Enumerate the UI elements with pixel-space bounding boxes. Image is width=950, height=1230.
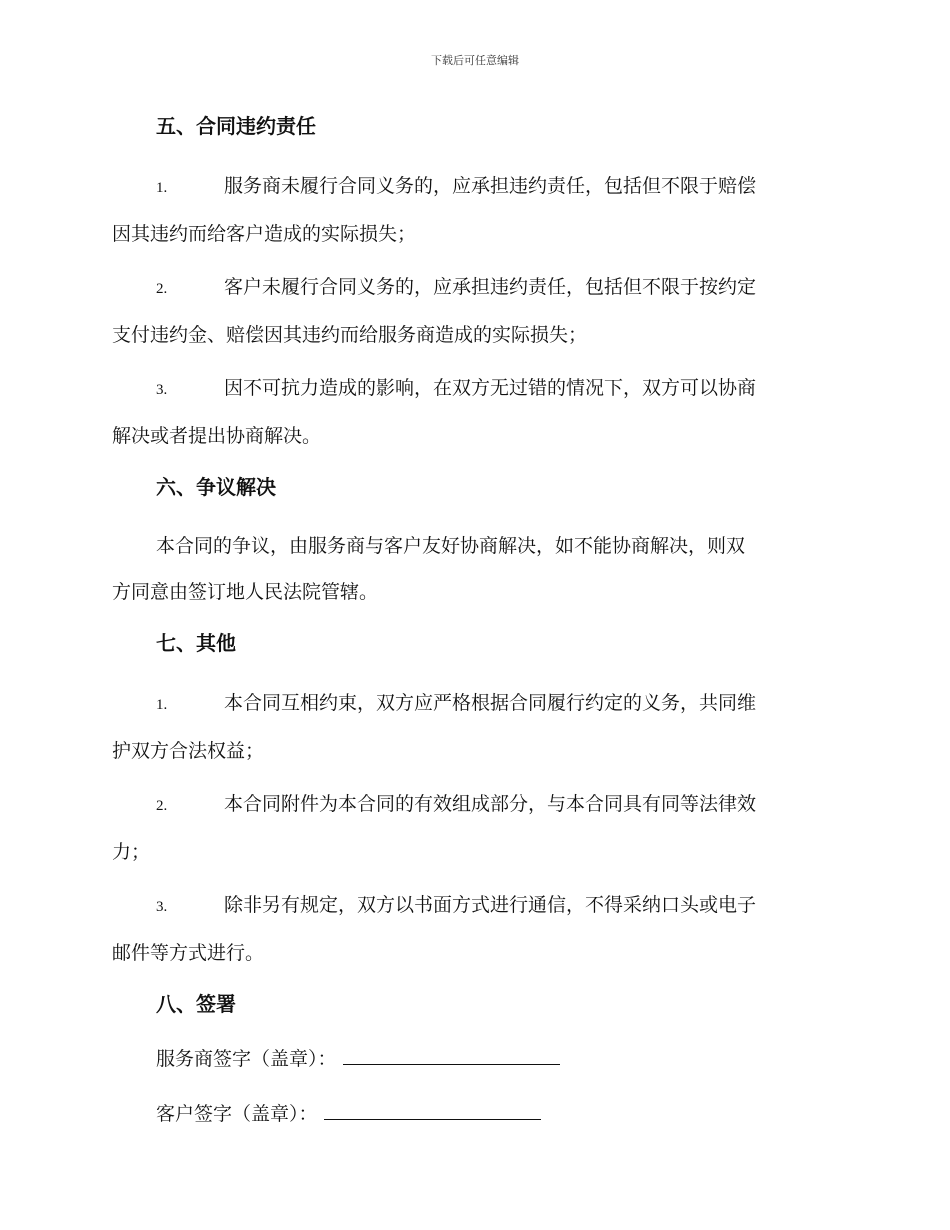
section-8-heading: 八、签署 (156, 992, 236, 1016)
section-5-item-1 (112, 163, 834, 257)
provider-signature-blank (343, 1042, 560, 1065)
item-text-continued: 护双方合法权益； (112, 740, 265, 762)
item-text-continued: 解决或者提出协商解决。 (112, 425, 322, 447)
item-number: 3. (156, 382, 168, 398)
item-number: 1. (156, 180, 168, 196)
item-text-continued: 支付违约金、赔偿因其违约而给服务商造成的实际损失； (112, 324, 588, 346)
item-number: 2. (156, 798, 168, 814)
section-6-paragraph (112, 523, 834, 615)
section-7-item-3 (112, 882, 834, 976)
client-signature-blank (324, 1097, 541, 1120)
item-text-continued: 因其违约而给客户造成的实际损失； (112, 223, 417, 245)
page-header: 下载后可任意编辑 (431, 54, 519, 67)
section-6-heading: 六、争议解决 (156, 475, 276, 499)
section-7-heading: 七、其他 (156, 631, 236, 655)
item-text: 因不可抗力造成的影响，在双方无过错的情况下，双方可以协商 (224, 377, 757, 399)
client-signature-line (112, 1097, 834, 1130)
item-number: 3. (156, 899, 168, 915)
item-text: 本合同互相约束，双方应严格根据合同履行约定的义务，共同维 (224, 692, 757, 714)
paragraph-text: 本合同的争议，由服务商与客户友好协商解决，如不能协商解决，则双 (156, 535, 746, 557)
section-5-heading: 五、合同违约责任 (156, 114, 316, 138)
section-7-item-2 (112, 781, 834, 875)
item-text: 本合同附件为本合同的有效组成部分，与本合同具有同等法律效 (224, 793, 757, 815)
item-text-continued: 邮件等方式进行。 (112, 942, 265, 964)
item-number: 2. (156, 281, 168, 297)
section-5-item-3 (112, 365, 834, 459)
item-number: 1. (156, 697, 168, 713)
provider-signature-line (112, 1042, 834, 1075)
paragraph-text-continued: 方同意由签订地人民法院管辖。 (112, 581, 379, 603)
item-text: 客户未履行合同义务的，应承担违约责任，包括但不限于按约定 (224, 276, 757, 298)
document-body (112, 110, 834, 1130)
item-text: 除非另有规定，双方以书面方式进行通信，不得采纳口头或电子 (224, 894, 757, 916)
client-signature-label: 客户签字（盖章）： (156, 1103, 318, 1125)
provider-signature-label: 服务商签字（盖章）： (156, 1048, 337, 1070)
section-7-item-1 (112, 680, 834, 774)
section-5-item-2 (112, 264, 834, 358)
item-text: 服务商未履行合同义务的，应承担违约责任，包括但不限于赔偿 (224, 175, 757, 197)
item-text-continued: 力； (112, 841, 151, 863)
